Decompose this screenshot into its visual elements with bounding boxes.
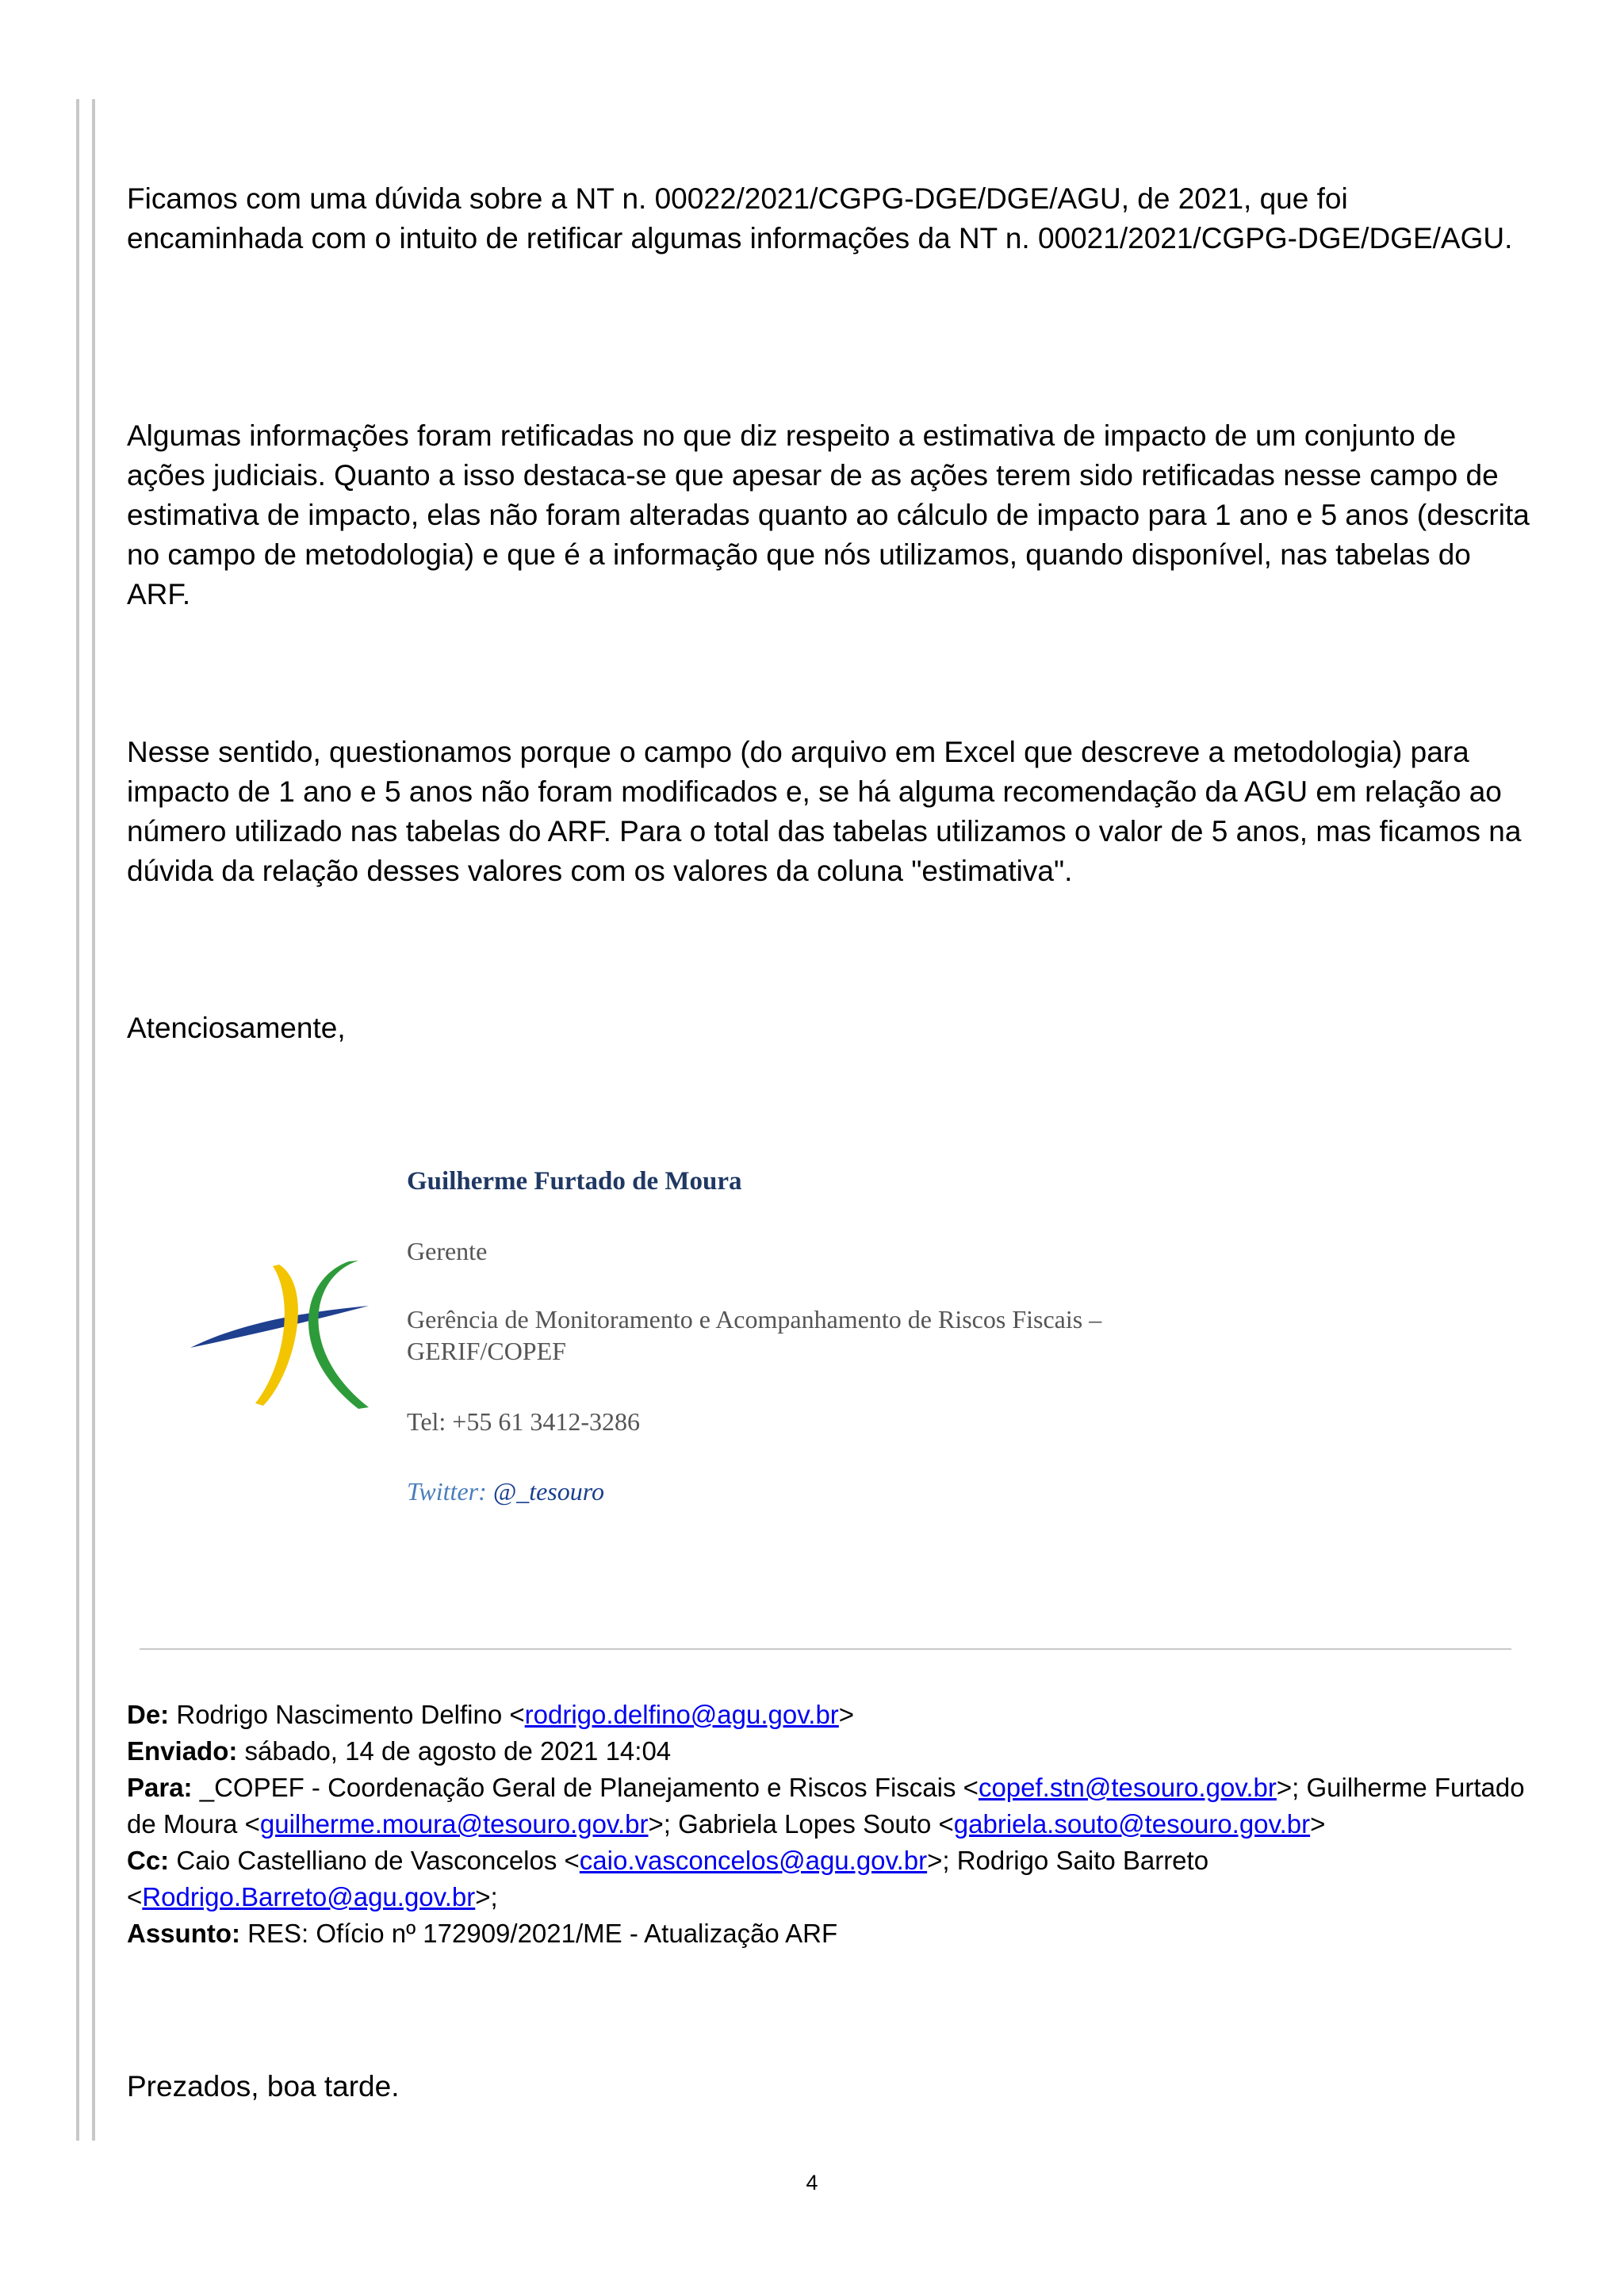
quote-bar-outer	[76, 99, 79, 2141]
paragraph-questions: Nesse sentido, questionamos porque o campo (do arquivo em Excel que descreve a metodologia) para impacto de 1 ano e 5 anos não foram modificados e, se há alguma recomendação da AGU em relação ao número utilizado nas tabelas do ARF. Para o total das tabelas utilizamos o valor de 5 anos, mas ficamos na dúvida da relação desses valores com os valores da coluna "estimativa".	[127, 736, 1522, 887]
twitter-label: Twitter:	[407, 1477, 493, 1506]
email-divider	[140, 1648, 1511, 1650]
from-email-link[interactable]: rodrigo.delfino@agu.gov.br	[524, 1700, 839, 1729]
to-email-link-gabriela[interactable]: gabriela.souto@tesouro.gov.br	[953, 1809, 1311, 1839]
to-email-link-guilherme[interactable]: guilherme.moura@tesouro.gov.br	[259, 1809, 649, 1839]
header-from: De: Rodrigo Nascimento Delfino <rodrigo.delfino@agu.gov.br>	[127, 1700, 855, 1729]
quote-bar-inner	[92, 99, 95, 2141]
cc-email-link-caio[interactable]: caio.vasconcelos@agu.gov.br	[579, 1846, 928, 1875]
greeting-text: Prezados, boa tarde.	[127, 2070, 400, 2103]
signature-phone: Tel: +55 61 3412-3286	[407, 1407, 640, 1436]
paragraph-retification: Algumas informações foram retificadas no que diz respeito a estimativa de impacto de um conjunto de ações judiciais. Quanto a isso destaca-se que apesar de as ações terem sido retificadas nesse campo de estimativa de impacto, elas não foram alteradas quanto ao cálculo de impacto para 1 ano e 5 anos (descrita no campo de metodologia) e que é a informação que nós utilizamos, quando disponível, nas tabelas do ARF.	[127, 419, 1530, 610]
header-to: Para: _COPEF - Coordenação Geral de Planejamento e Riscos Fiscais <copef.stn@tesouro.gov.br>; Guilherme Furtado de Moura <guilherme.moura@tesouro.gov.br>; Gabriela Lopes Souto <gabriela.souto@tesouro.gov.br>	[127, 1773, 1525, 1839]
signature-role: Gerente	[407, 1237, 488, 1265]
header-sent: Enviado: sábado, 14 de agosto de 2021 14:04	[127, 1736, 672, 1766]
paragraph-nt-question: Ficamos com uma dúvida sobre a NT n. 00022/2021/CGPG-DGE/DGE/AGU, de 2021, que foi encaminhada com o intuito de retificar algumas informações da NT n. 00021/2021/CGPG-DGE/DGE/AGU.	[127, 182, 1513, 254]
forwarded-email-header	[127, 1697, 1530, 1952]
twitter-handle-link[interactable]: @_tesouro	[492, 1477, 604, 1506]
page-number: 4	[806, 2171, 818, 2195]
tesouro-logo-icon	[190, 1257, 373, 1411]
to-email-link-copef[interactable]: copef.stn@tesouro.gov.br	[978, 1773, 1277, 1802]
signature-twitter	[407, 1475, 604, 1507]
header-cc: Cc: Caio Castelliano de Vasconcelos <caio.vasconcelos@agu.gov.br>; Rodrigo Saito Barreto <Rodrigo.Barreto@agu.gov.br>;	[127, 1846, 1209, 1911]
closing-text: Atenciosamente,	[127, 1012, 346, 1044]
header-subject: Assunto: RES: Ofício nº 172909/2021/ME - Atualização ARF	[127, 1919, 838, 1948]
cc-email-link-rodrigo[interactable]: Rodrigo.Barreto@agu.gov.br	[142, 1882, 476, 1911]
signature-department: Gerência de Monitoramento e Acompanhamento de Riscos Fiscais – GERIF/COPEF	[407, 1305, 1102, 1365]
signature-name: Guilherme Furtado de Moura	[407, 1167, 742, 1196]
